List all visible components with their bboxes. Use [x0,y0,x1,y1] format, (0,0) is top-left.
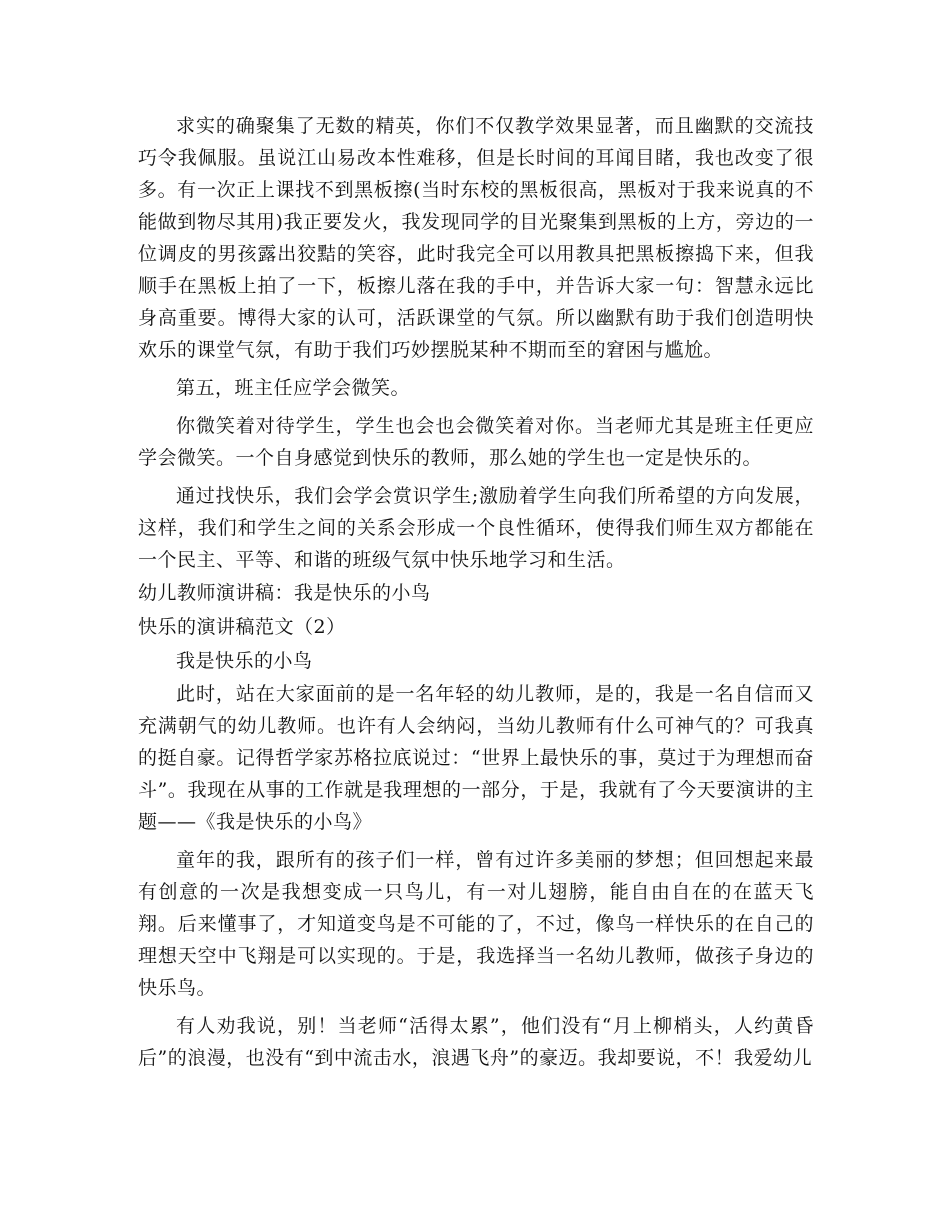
paragraph-childhood-dream: 童年的我，跟所有的孩子们一样，曾有过许多美丽的梦想；但回想起来最有创意的一次是我想变成一只鸟儿，有一对儿翅膀，能自由自在的在蓝天飞翔。后来懂事了，才知道变鸟是不可能的了，不过，像鸟一样快乐的在自己的理想天空中飞翔是可以实现的。于是，我选择当一名幼儿教师，做孩子身边的快乐鸟。 [138,849,814,999]
paragraph-point-five: 第五，班主任应学会微笑。 [176,377,411,399]
speech-title: 幼儿教师演讲稿：我是快乐的小鸟 [138,582,431,604]
paragraph-smile: 你微笑着对待学生，学生也会也会微笑着对你。当老师尤其是班主任更应学会微笑。一个自身感觉到快乐的教师，那么她的学生也一定是快乐的。 [138,415,814,469]
paragraph-advice: 有人劝我说，别！当老师“活得太累”，他们没有“月上柳梢头，人约黄昏后”的浪漫，也没有“到中流击水，浪遇飞舟”的豪迈。我却要说，不！我爱幼儿 [138,1015,814,1069]
paragraph-young-teacher: 此时，站在大家面前的是一名年轻的幼儿教师，是的，我是一名自信而又充满朝气的幼儿教师。也许有人会纳闷，当幼儿教师有什么可神气的？可我真的挺自豪。记得哲学家苏格拉底说过：“世界上最快乐的事，莫过于为理想而奋斗”。我现在从事的工作就是我理想的一部分，于是，我就有了今天要演讲的主题——《我是快乐的小鸟》 [138,683,814,833]
document-page [138,110,814,1074]
paragraph-find-happiness: 通过找快乐，我们会学会赏识学生;激励着学生向我们所希望的方向发展，这样，我们和学生之间的关系会形成一个良性循环，使得我们师生双方都能在一个民主、平等、和谐的班级气氛中快乐地学习和生活。 [138,485,814,571]
speech-subtitle: 我是快乐的小鸟 [176,650,313,672]
paragraph-humor-story: 求实的确聚集了无数的精英，你们不仅教学效果显著，而且幽默的交流技巧令我佩服。虽说江山易改本性难移，但是长时间的耳闻目睹，我也改变了很多。有一次正上课找不到黑板擦(当时东校的黑板很高，黑板对于我来说真的不能做到物尽其用)我正要发火，我发现同学的目光聚集到黑板的上方，旁边的一位调皮的男孩露出狡黠的笑容，此时我完全可以用教具把黑板擦捣下来，但我顺手在黑板上拍了一下，板擦儿落在我的手中，并告诉大家一句：智慧永远比身高重要。博得大家的认可，活跃课堂的气氛。所以幽默有助于我们创造明快欢乐的课堂气氛，有助于我们巧妙摆脱某种不期而至的窘困与尴尬。 [138,115,814,361]
section-title: 快乐的演讲稿范文（2） [138,616,346,638]
